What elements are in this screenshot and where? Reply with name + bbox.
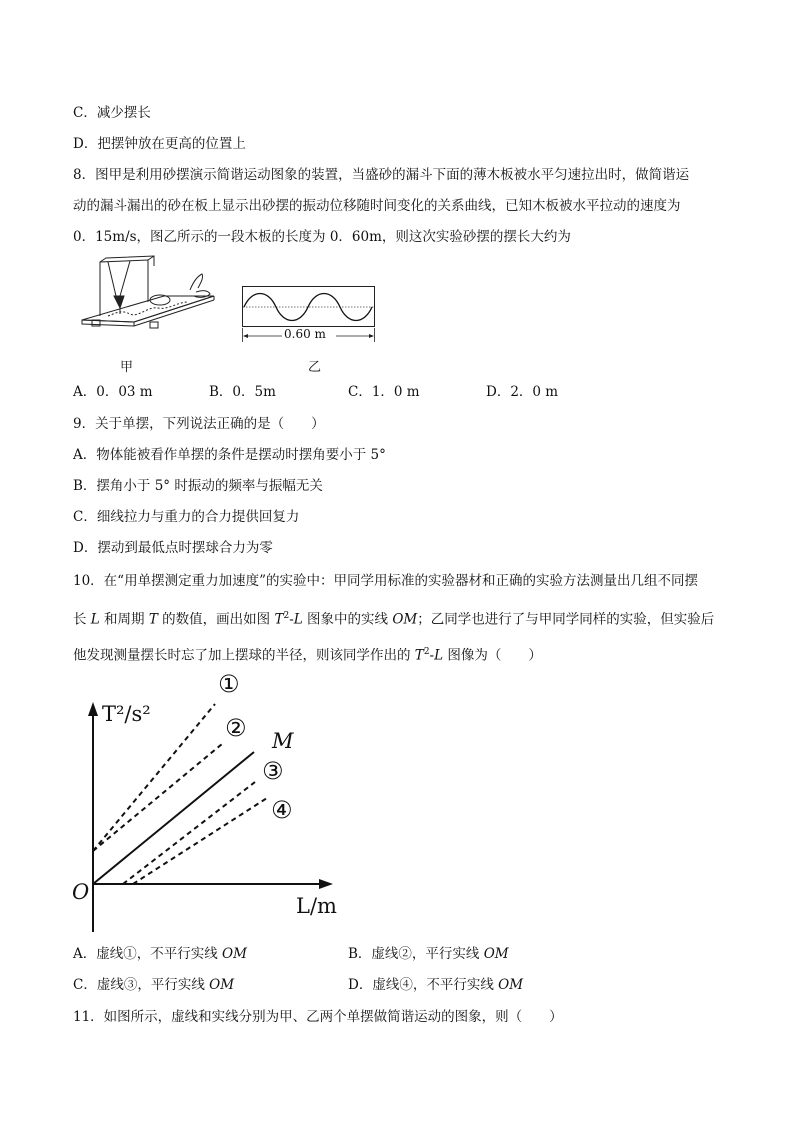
dashed-line-3 (123, 782, 255, 884)
q10-option-b: B．虚线②，平行实线 OM (348, 946, 509, 962)
dashed-label-1: ① (218, 670, 240, 698)
q10-option-a: A．虚线①，不平行实线 OM (73, 946, 247, 962)
q7-option-c: C．减少摆长 (73, 105, 151, 121)
q10-option-d: D．虚线④，不平行实线 OM (348, 977, 524, 993)
origin-label: O (72, 880, 90, 904)
x-axis-arrow (319, 879, 333, 889)
sand-pendulum-apparatus-figure (78, 256, 218, 338)
q10-stem-line3: 他发现测量摆长时忘了加上摆球的半径，则该同学作出的 $T^2-L$ 图像为（ ） (73, 647, 542, 664)
y-axis-arrow (88, 702, 98, 716)
fig-yi-label: 乙 (308, 360, 322, 375)
q8-option-b: B．0．5m (209, 384, 276, 400)
line-m-label: M (272, 729, 294, 753)
dashed-label-4: ④ (271, 796, 293, 824)
dashed-line-4 (133, 798, 267, 884)
dashed-line-2 (93, 744, 222, 851)
q10-stem-line1: 10．在“用单摆测定重力加速度”的实验中：甲同学用标准的实验器材和正确的实验方法测量出几组不同摆 (73, 573, 698, 589)
board-length-label: 0.60 m (284, 327, 326, 341)
y-axis-label: T²/s² (102, 702, 151, 726)
q9-option-d: D．摆动到最低点时摆球合力为零 (73, 540, 273, 556)
x-axis-label: L/m (296, 894, 337, 918)
q9-option-a: A．物体能被看作单摆的条件是摆动时摆角要小于 5° (73, 447, 386, 463)
q8-stem-line2: 动的漏斗漏出的砂在板上显示出砂摆的振动位移随时间变化的关系曲线，已知木板被水平拉动的速度为 (73, 198, 681, 214)
q9-option-c: C．细线拉力与重力的合力提供回复力 (73, 509, 300, 525)
q8-option-c: C．1．0 m (348, 384, 420, 400)
q8-option-d: D．2．0 m (486, 384, 559, 400)
dashed-line-1 (93, 704, 215, 851)
dashed-label-2: ② (225, 714, 247, 742)
q7-option-d: D．把摆钟放在更高的位置上 (73, 136, 246, 152)
q8-stem-line3: 0．15m/s，图乙所示的一段木板的长度为 0．60m，则这次实验砂摆的摆长大约为 (73, 229, 571, 245)
fig-jia-label: 甲 (120, 360, 134, 375)
q8-stem-line1: 8．图甲是利用砂摆演示简谐运动图象的装置，当盛砂的漏斗下面的薄木板被水平匀速拉出时，做简谐运 (73, 167, 690, 183)
solid-line-om (93, 752, 254, 884)
q9-stem: 9．关于单摆，下列说法正确的是（ ） (73, 416, 325, 432)
q9-option-b: B．摆角小于 5° 时振动的频率与振幅无关 (73, 478, 323, 494)
q10-stem-line2: 长 L 和周期 T 的数值，画出如图 $T^2-L$ 图象中的实线 OM；乙同学也进行了与甲同学同样的实验，但实验后 (73, 611, 715, 628)
q11-stem: 11．如图所示，虚线和实线分别为甲、乙两个单摆做简谐运动的图象，则（ ） (73, 1009, 563, 1025)
dashed-label-3: ③ (262, 757, 284, 785)
q10-option-c: C．虚线③，平行实线 OM (73, 977, 235, 993)
q8-option-a: A．0．03 m (73, 384, 153, 400)
